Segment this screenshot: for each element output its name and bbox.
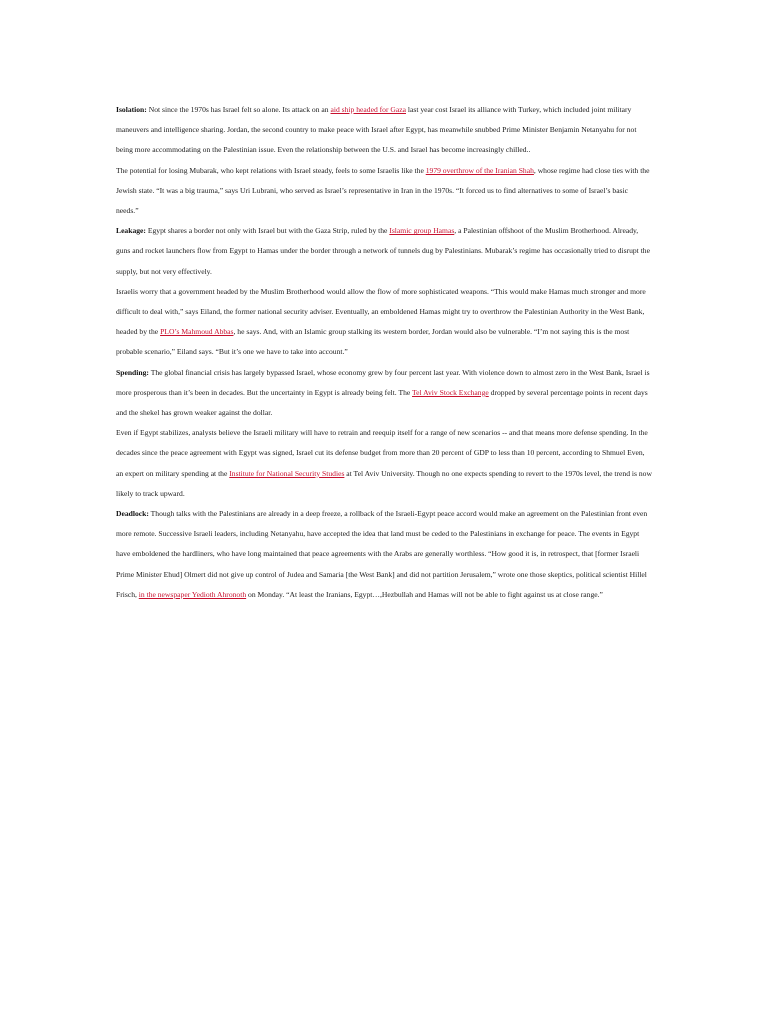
inline-link[interactable]: in the newspaper Yedioth Ahronoth: [138, 589, 247, 599]
paragraph-deadlock: [116, 504, 652, 605]
section-heading: Deadlock:: [116, 509, 149, 519]
body-text: The global financial crisis has largely bypassed Israel, whose economy grew by four percent last year. With violence down to almost zero in the West Bank, Israel is more prosperous than it’s been in decades. But the uncertainty in Egypt is already being felt. The: [116, 367, 650, 397]
inline-link[interactable]: PLO’s Mahmoud Abbas: [160, 327, 234, 337]
paragraph-spending: [116, 363, 652, 424]
inline-link[interactable]: Islamic group Hamas: [389, 226, 455, 236]
body-text: last year cost Israel its alliance with Turkey, which included joint military maneuvers and intelligence sharing. Jordan, the second country to make peace with Israel after Egypt, has meanwhile snubbed Prime Minister Benjamin Netanyahu for not being more accommodating on the Palestinian issue. Even the relationship between the U.S. and Israel has become increasingly chilled..: [116, 105, 637, 155]
body-text: Even if Egypt stabilizes, analysts believe the Israeli military will have to retrain and reequip itself for a range of new scenarios -- and that means more defense spending. In the decades since the peace agreement with Egypt was signed, Israel cut its defense budget from more than 20 percent of GDP to less than 10 percent, according to Shmuel Even, an expert on military spending at the: [116, 428, 648, 478]
body-text: , he says. And, with an Islamic group stalking its western border, Jordan would also be vulnerable. “I’m not saying this is the most probable scenario,” Eiland says. “But it’s one we have to take into account.”: [116, 327, 630, 357]
body-text: dropped by several percentage points in recent days and the shekel has grown weaker against the dollar.: [116, 387, 648, 418]
inline-link[interactable]: Tel Aviv Stock Exchange: [412, 387, 489, 397]
paragraph-iranian-shah: [116, 161, 652, 222]
body-text: , whose regime had close ties with the Jewish state. “It was a big trauma,” says Uri Lubrani, who served as Israel’s representative in Iran in the 1970s. “It forced us to find alternatives to some of Israel’s basic needs.”: [116, 165, 650, 216]
body-text: , a Palestinian offshoot of the Muslim Brotherhood. Already, guns and rocket launchers flow from Egypt to Hamas under the border through a network of tunnels dug by Palestinians. Mubarak’s regime has occasionally tried to disrupt the supply, but not very effectively.: [116, 226, 650, 276]
section-heading: Leakage:: [116, 226, 146, 236]
body-text: on Monday. “At least the Iranians, Egypt…,Hezbullah and Hamas will not be able to fight against us at close range.”: [246, 589, 603, 599]
paragraph-defense-budget: [116, 423, 652, 504]
body-text: Egypt shares a border not only with Israel but with the Gaza Strip, ruled by the: [145, 226, 390, 236]
document-page: [116, 100, 652, 605]
inline-link[interactable]: aid ship headed for Gaza: [330, 105, 406, 114]
body-text: at Tel Aviv University. Though no one expects spending to revert to the 1970s level, the trend is now likely to track upward.: [116, 468, 652, 498]
body-text: The potential for losing Mubarak, who kept relations with Israel steady, feels to some Israelis like the: [116, 165, 426, 175]
section-heading: Spending:: [116, 367, 149, 377]
body-text: Not since the 1970s has Israel felt so alone. Its attack on an: [146, 105, 331, 114]
body-text: Though talks with the Palestinians are already in a deep freeze, a rollback of the Israeli-Egypt peace accord would make an agreement on the Palestinian front even more remote. Successive Israeli leaders, including Netanyahu, have accepted the idea that land must be ceded to the Palestinians in exchange for peace. The events in Egypt have emboldened the hardliners, who have long maintained that peace agreements with the Arabs are generally worthless. “How good it is, in retrospect, that [former Israeli Prime Minister Ehud] Olmert did not give up control of Judea and Samaria [the West Bank] and did not partition Jerusalem,” wrote one those skeptics, political scientist Hillel Frisch,: [116, 509, 648, 599]
body-text: Israelis worry that a government headed by the Muslim Brotherhood would allow the flow of more sophisticated weapons. “This would make Hamas much stronger and more difficult to deal with,” says Eiland, the former national security adviser. Eventually, an emboldened Hamas might try to overthrow the Palestinian Authority in the West Bank, headed by the: [116, 286, 646, 337]
paragraph-isolation: [116, 100, 652, 161]
inline-link[interactable]: 1979 overthrow of the Iranian Shah: [425, 165, 534, 175]
paragraph-muslim-brotherhood: [116, 282, 652, 363]
paragraph-leakage: [116, 221, 652, 282]
inline-link[interactable]: Institute for National Security Studies: [229, 468, 345, 478]
section-heading: Isolation:: [116, 105, 147, 114]
